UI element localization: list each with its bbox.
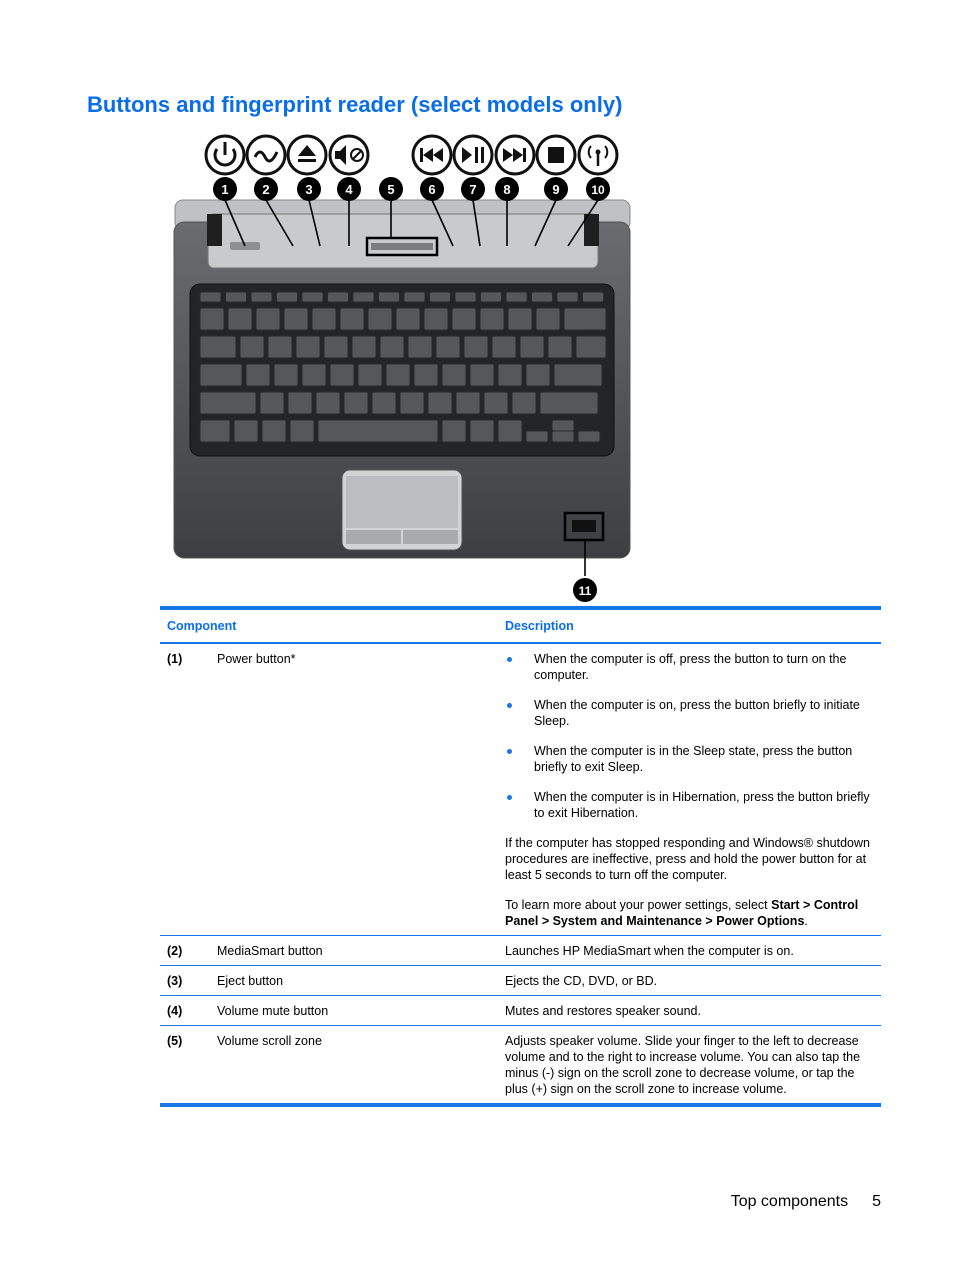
keyboard-key xyxy=(344,392,368,414)
keyboard-key xyxy=(380,336,404,358)
keyboard-key xyxy=(358,364,382,386)
callout-4 xyxy=(337,177,361,201)
keyboard-key xyxy=(234,420,258,442)
keyboard-key xyxy=(480,308,504,330)
keyboard-key xyxy=(302,364,326,386)
keyboard-key xyxy=(464,336,488,358)
keyboard-key xyxy=(442,420,466,442)
keyboard-key xyxy=(200,364,242,386)
callout-8 xyxy=(495,177,519,201)
keyboard-key xyxy=(353,292,374,302)
keyboard-key xyxy=(557,292,578,302)
keyboard-key xyxy=(526,431,548,442)
keyboard-key xyxy=(548,336,572,358)
keyboard-key xyxy=(512,392,536,414)
page-footer xyxy=(731,1193,881,1211)
mute-icon xyxy=(330,136,368,174)
keyboard-key xyxy=(554,364,602,386)
callout-5 xyxy=(379,177,403,201)
keyboard-key xyxy=(492,336,516,358)
keyboard-key xyxy=(274,364,298,386)
bullet-item: When the computer is off, press the button to turn on the computer. xyxy=(505,651,875,683)
keyboard-key xyxy=(484,392,508,414)
callout-11 xyxy=(573,578,597,602)
keyboard-key xyxy=(277,292,298,302)
keyboard-key xyxy=(316,392,340,414)
svg-text:2: 2 xyxy=(262,182,270,197)
page-number: 5 xyxy=(872,1193,881,1210)
keyboard-key xyxy=(552,420,574,431)
keyboard-key xyxy=(540,392,598,414)
svg-text:9: 9 xyxy=(552,182,560,197)
svg-text:4: 4 xyxy=(345,182,353,197)
keyboard-key xyxy=(578,431,600,442)
keyboard-key xyxy=(260,392,284,414)
callout-3 xyxy=(297,177,321,201)
component-number: (4) xyxy=(167,1004,183,1018)
keyboard-key xyxy=(386,364,410,386)
keyboard-key xyxy=(284,308,308,330)
para-text: . xyxy=(804,914,808,928)
component-name: Volume mute button xyxy=(217,1004,329,1018)
callout-7 xyxy=(461,177,485,201)
header-component: Component xyxy=(167,619,237,633)
keyboard-key xyxy=(268,336,292,358)
footer-section: Top components xyxy=(730,1193,849,1210)
table-row xyxy=(160,1026,881,1103)
keyboard-key xyxy=(400,392,424,414)
table-row xyxy=(160,996,881,1026)
keyboard-key xyxy=(452,308,476,330)
component-number: (2) xyxy=(167,944,183,958)
keyboard-key xyxy=(200,292,221,302)
bullet-item: When the computer is in Hibernation, press the button briefly to exit Hibernation. xyxy=(505,789,875,821)
next-track-icon xyxy=(496,136,534,174)
svg-text:11: 11 xyxy=(578,584,592,598)
keyboard-key xyxy=(296,336,320,358)
keyboard-key xyxy=(396,308,420,330)
keyboard-key xyxy=(226,292,247,302)
keyboard-key xyxy=(404,292,425,302)
keyboard-key xyxy=(352,336,376,358)
description-paragraph: If the computer has stopped responding and Windows® shutdown procedures are ineffective, press and hold the power button for at least 5 seconds to turn off the computer. xyxy=(505,836,870,882)
keyboard-key xyxy=(520,336,544,358)
menu-path: Start > Control Panel > System and Maintenance > Power Options xyxy=(505,898,859,928)
component-description: Launches HP MediaSmart when the computer is on. xyxy=(505,944,794,958)
keyboard-key xyxy=(200,308,224,330)
keyboard-key xyxy=(302,292,323,302)
bullet-item: When the computer is on, press the button briefly to initiate Sleep. xyxy=(505,697,875,729)
keyboard-key xyxy=(262,420,286,442)
keyboard-key xyxy=(200,420,230,442)
component-description: Mutes and restores speaker sound. xyxy=(505,1004,701,1018)
callout-1 xyxy=(213,177,237,201)
callout-9 xyxy=(544,177,568,201)
keyboard-key xyxy=(536,308,560,330)
keyboard-key xyxy=(200,336,236,358)
mediasmart-icon xyxy=(247,136,285,174)
stop-icon xyxy=(537,136,575,174)
keyboard-key xyxy=(564,308,606,330)
keyboard-key xyxy=(312,308,336,330)
keyboard-key xyxy=(424,308,448,330)
keyboard-key xyxy=(246,364,270,386)
table-header xyxy=(160,610,881,644)
table-row xyxy=(160,936,881,966)
svg-text:10: 10 xyxy=(591,183,605,197)
component-number: (1) xyxy=(167,652,183,666)
svg-text:6: 6 xyxy=(428,182,436,197)
svg-text:8: 8 xyxy=(503,182,511,197)
keyboard-key xyxy=(251,292,272,302)
keyboard-key xyxy=(508,308,532,330)
component-name: Eject button xyxy=(217,974,284,988)
keyboard-key xyxy=(368,308,392,330)
component-description: Ejects the CD, DVD, or BD. xyxy=(505,974,658,988)
component-name: Power button* xyxy=(217,652,296,666)
svg-text:7: 7 xyxy=(469,182,477,197)
keyboard-key xyxy=(430,292,451,302)
bullet-item: When the computer is in the Sleep state, press the button briefly to exit Sleep. xyxy=(505,743,875,775)
keyboard-key xyxy=(526,364,550,386)
keyboard-key xyxy=(532,292,553,302)
keyboard-key xyxy=(318,420,438,442)
component-name: Volume scroll zone xyxy=(217,1034,322,1048)
eject-icon xyxy=(288,136,326,174)
keyboard-key xyxy=(414,364,438,386)
component-table xyxy=(160,606,881,1107)
power-settings-paragraph xyxy=(505,897,875,929)
table-row xyxy=(160,644,881,936)
laptop-figure xyxy=(160,130,640,605)
keyboard-key xyxy=(324,336,348,358)
svg-text:1: 1 xyxy=(221,182,229,197)
keyboard-key xyxy=(228,308,252,330)
keyboard-key xyxy=(240,336,264,358)
power-icon xyxy=(206,136,244,174)
keyboard-key xyxy=(408,336,432,358)
description-bullets xyxy=(505,651,875,821)
keyboard-key xyxy=(340,308,364,330)
callout-6 xyxy=(420,177,444,201)
keyboard-key xyxy=(200,392,256,414)
header-description: Description xyxy=(505,619,574,633)
keyboard-key xyxy=(470,420,494,442)
keyboard-key xyxy=(456,392,480,414)
svg-text:3: 3 xyxy=(305,182,313,197)
table-row xyxy=(160,966,881,996)
keyboard-key xyxy=(481,292,502,302)
para-text: To learn more about your power settings, select xyxy=(505,898,772,912)
keyboard-key xyxy=(552,431,574,442)
keyboard-key xyxy=(436,336,460,358)
previous-track-icon xyxy=(413,136,451,174)
callout-10 xyxy=(586,177,610,201)
play-pause-icon xyxy=(454,136,492,174)
keyboard-key xyxy=(290,420,314,442)
keyboard-key xyxy=(498,364,522,386)
keyboard-key xyxy=(256,308,280,330)
component-number: (3) xyxy=(167,974,183,988)
component-name: MediaSmart button xyxy=(217,944,323,958)
keyboard-key xyxy=(428,392,452,414)
keyboard-key xyxy=(442,364,466,386)
keyboard-key xyxy=(379,292,400,302)
keyboard-key xyxy=(288,392,312,414)
keyboard-key xyxy=(372,392,396,414)
page-title: Buttons and fingerprint reader (select models only) xyxy=(87,92,623,117)
component-number: (5) xyxy=(167,1034,183,1048)
keyboard-key xyxy=(576,336,606,358)
component-description xyxy=(505,651,881,929)
keyboard-key xyxy=(506,292,527,302)
svg-text:5: 5 xyxy=(387,182,395,197)
keyboard-key xyxy=(330,364,354,386)
keyboard-key xyxy=(498,420,522,442)
component-description: Adjusts speaker volume. Slide your finger to the left to decrease volume and to the right to increase volume. You can also tap the minus (-) sign on the scroll zone to decrease volume, or tap the plus (+) sign on the scroll zone to increase volume. xyxy=(505,1034,861,1096)
keyboard-key xyxy=(470,364,494,386)
keyboard-key xyxy=(455,292,476,302)
keyboard-key xyxy=(583,292,604,302)
wireless-icon xyxy=(579,136,617,174)
callout-2 xyxy=(254,177,278,201)
keyboard-key xyxy=(328,292,349,302)
